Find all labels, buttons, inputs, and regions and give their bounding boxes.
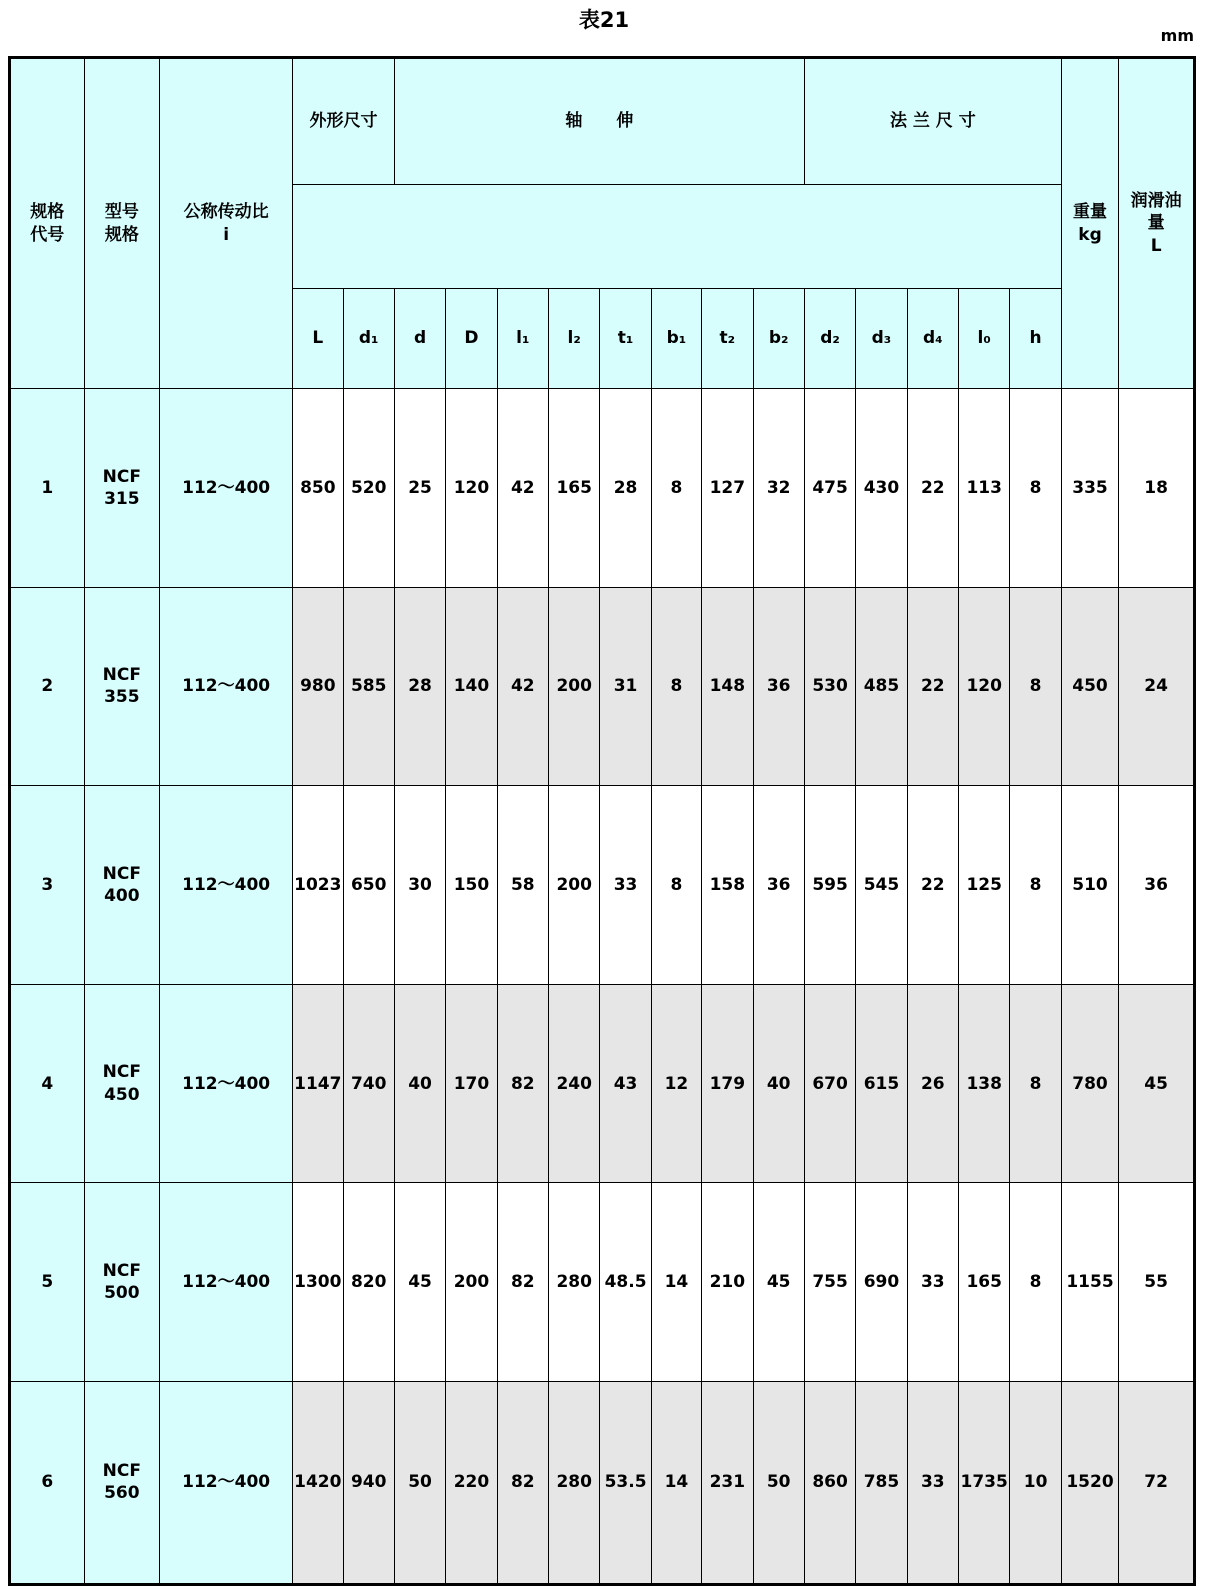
cell-l2: 280 (549, 1381, 600, 1584)
cell-weight: 1155 (1061, 1183, 1118, 1382)
cell-code: 2 (10, 587, 85, 786)
table-title: 表21 (578, 8, 630, 32)
subheader-d2: d₂ (804, 289, 855, 389)
cell-h: 8 (1010, 587, 1061, 786)
header-oil-line2: 量 (1147, 213, 1165, 234)
cell-d4: 22 (907, 587, 958, 786)
cell-b2: 32 (753, 389, 804, 588)
cell-model-line1: NCF (102, 1461, 141, 1482)
cell-t1: 48.5 (600, 1183, 651, 1382)
cell-D: 150 (446, 786, 497, 985)
cell-model-line2: 450 (104, 1084, 140, 1105)
cell-d4: 26 (907, 984, 958, 1183)
cell-L: 1023 (293, 786, 343, 985)
cell-t2: 148 (702, 587, 753, 786)
cell-weight: 450 (1061, 587, 1118, 786)
cell-oil: 72 (1119, 1381, 1195, 1584)
cell-L: 850 (293, 389, 343, 588)
cell-model-line2: 315 (104, 488, 140, 509)
cell-model-line1: NCF (102, 1062, 141, 1083)
cell-D: 120 (446, 389, 497, 588)
cell-weight: 1520 (1061, 1381, 1118, 1584)
cell-b2: 36 (753, 786, 804, 985)
cell-d2: 860 (804, 1381, 855, 1584)
header-ratio-line2: i (223, 224, 230, 245)
cell-l0: 120 (959, 587, 1010, 786)
cell-model (84, 1381, 160, 1584)
cell-weight: 510 (1061, 786, 1118, 985)
subheader-l0: l₀ (959, 289, 1010, 389)
cell-model (84, 1183, 160, 1382)
cell-b2: 40 (753, 984, 804, 1183)
cell-ratio: 112～400 (160, 587, 293, 786)
cell-t1: 31 (600, 587, 651, 786)
cell-ratio: 112～400 (160, 389, 293, 588)
cell-d4: 33 (907, 1183, 958, 1382)
header-spec-code (10, 58, 85, 389)
subheader-b1: b₁ (651, 289, 701, 389)
cell-oil: 45 (1119, 984, 1195, 1183)
cell-h: 8 (1010, 389, 1061, 588)
table-row (10, 1381, 1195, 1584)
header-oil-line3: L (1150, 235, 1162, 256)
cell-l0: 113 (959, 389, 1010, 588)
subheader-b2: b₂ (753, 289, 804, 389)
header-model-line1: 型号 (104, 202, 139, 223)
cell-t1: 28 (600, 389, 651, 588)
cell-t2: 231 (702, 1381, 753, 1584)
cell-oil: 55 (1119, 1183, 1195, 1382)
cell-D: 170 (446, 984, 497, 1183)
cell-b1: 8 (651, 587, 701, 786)
cell-model-line1: NCF (102, 466, 141, 487)
cell-ratio: 112～400 (160, 786, 293, 985)
cell-oil: 18 (1119, 389, 1195, 588)
cell-code: 6 (10, 1381, 85, 1584)
cell-l1: 82 (497, 1183, 548, 1382)
header-weight-line2: kg (1078, 224, 1102, 245)
cell-l2: 280 (549, 1183, 600, 1382)
cell-L: 1300 (293, 1183, 343, 1382)
table-row (10, 587, 1195, 786)
cell-d: 28 (394, 587, 445, 786)
cell-weight: 780 (1061, 984, 1118, 1183)
cell-model-line1: NCF (102, 863, 141, 884)
cell-d: 30 (394, 786, 445, 985)
cell-d: 40 (394, 984, 445, 1183)
cell-b2: 36 (753, 587, 804, 786)
cell-l2: 165 (549, 389, 600, 588)
cell-d3: 485 (856, 587, 907, 786)
cell-l1: 82 (497, 984, 548, 1183)
cell-code: 3 (10, 786, 85, 985)
cell-d1: 820 (343, 1183, 394, 1382)
subheader-l2: l₂ (549, 289, 600, 389)
cell-l0: 1735 (959, 1381, 1010, 1584)
cell-b1: 14 (651, 1381, 701, 1584)
cell-d1: 585 (343, 587, 394, 786)
unit-label: mm (1160, 26, 1194, 45)
cell-d2: 595 (804, 786, 855, 985)
header-spec-code-line1: 规格 (30, 202, 65, 223)
header-weight-line1: 重量 (1073, 202, 1107, 223)
cell-model (84, 984, 160, 1183)
cell-l2: 240 (549, 984, 600, 1183)
cell-L: 1420 (293, 1381, 343, 1584)
subheader-d4: d₄ (907, 289, 958, 389)
cell-t1: 33 (600, 786, 651, 985)
cell-t2: 127 (702, 389, 753, 588)
cell-t1: 43 (600, 984, 651, 1183)
cell-l2: 200 (549, 786, 600, 985)
cell-t2: 158 (702, 786, 753, 985)
header-outline: 外形尺寸 (293, 58, 395, 185)
cell-h: 8 (1010, 786, 1061, 985)
cell-d3: 430 (856, 389, 907, 588)
cell-d: 45 (394, 1183, 445, 1382)
cell-L: 1147 (293, 984, 343, 1183)
cell-h: 8 (1010, 1183, 1061, 1382)
cell-b1: 12 (651, 984, 701, 1183)
header-oil-line1: 润滑油 (1130, 191, 1182, 212)
header-spec-code-line2: 代号 (30, 224, 65, 245)
cell-D: 200 (446, 1183, 497, 1382)
cell-d4: 22 (907, 786, 958, 985)
cell-l1: 58 (497, 786, 548, 985)
table-row (10, 984, 1195, 1183)
cell-model-line2: 500 (104, 1283, 140, 1304)
cell-model-line2: 355 (104, 687, 140, 708)
table-row (10, 1183, 1195, 1382)
header-model-line2: 规格 (104, 224, 139, 245)
cell-t2: 210 (702, 1183, 753, 1382)
subheader-D: D (446, 289, 497, 389)
table-row (10, 389, 1195, 588)
subheader-L: L (293, 289, 343, 389)
cell-l0: 165 (959, 1183, 1010, 1382)
header-shaft: 轴 伸 (394, 58, 804, 185)
cell-l1: 42 (497, 587, 548, 786)
cell-model (84, 786, 160, 985)
cell-l1: 82 (497, 1381, 548, 1584)
header-model (84, 58, 160, 389)
header-ratio-line1: 公称传动比 (183, 202, 269, 223)
cell-d3: 545 (856, 786, 907, 985)
cell-oil: 24 (1119, 587, 1195, 786)
cell-d4: 22 (907, 389, 958, 588)
subheader-d1: d₁ (343, 289, 394, 389)
cell-b2: 45 (753, 1183, 804, 1382)
cell-t1: 53.5 (600, 1381, 651, 1584)
cell-L: 980 (293, 587, 343, 786)
header-ratio (160, 58, 293, 389)
cell-l1: 42 (497, 389, 548, 588)
cell-b1: 8 (651, 786, 701, 985)
cell-code: 1 (10, 389, 85, 588)
subheader-d: d (394, 289, 445, 389)
header-flange: 法 兰 尺 寸 (804, 58, 1061, 185)
cell-h: 10 (1010, 1381, 1061, 1584)
cell-l0: 138 (959, 984, 1010, 1183)
subheader-l1: l₁ (497, 289, 548, 389)
cell-model-line2: 400 (104, 885, 140, 906)
cell-d3: 690 (856, 1183, 907, 1382)
cell-d: 50 (394, 1381, 445, 1584)
subheader-t1: t₁ (600, 289, 651, 389)
cell-D: 140 (446, 587, 497, 786)
cell-d2: 530 (804, 587, 855, 786)
cell-d1: 650 (343, 786, 394, 985)
cell-ratio: 112～400 (160, 1381, 293, 1584)
header-weight (1061, 58, 1118, 389)
cell-D: 220 (446, 1381, 497, 1584)
cell-d2: 755 (804, 1183, 855, 1382)
cell-d1: 520 (343, 389, 394, 588)
cell-code: 4 (10, 984, 85, 1183)
cell-model (84, 389, 160, 588)
cell-d2: 475 (804, 389, 855, 588)
cell-d1: 940 (343, 1381, 394, 1584)
cell-h: 8 (1010, 984, 1061, 1183)
cell-b1: 8 (651, 389, 701, 588)
table-row (10, 786, 1195, 985)
spec-table (8, 56, 1196, 1586)
cell-d2: 670 (804, 984, 855, 1183)
header-oil (1119, 58, 1195, 389)
cell-model (84, 587, 160, 786)
header-blank-band (293, 185, 1062, 289)
cell-d1: 740 (343, 984, 394, 1183)
cell-d4: 33 (907, 1381, 958, 1584)
cell-b2: 50 (753, 1381, 804, 1584)
cell-l0: 125 (959, 786, 1010, 985)
cell-oil: 36 (1119, 786, 1195, 985)
cell-d: 25 (394, 389, 445, 588)
cell-t2: 179 (702, 984, 753, 1183)
subheader-h: h (1010, 289, 1061, 389)
cell-d3: 785 (856, 1381, 907, 1584)
subheader-d3: d₃ (856, 289, 907, 389)
cell-model-line1: NCF (102, 665, 141, 686)
cell-ratio: 112～400 (160, 984, 293, 1183)
cell-l2: 200 (549, 587, 600, 786)
cell-d3: 615 (856, 984, 907, 1183)
cell-code: 5 (10, 1183, 85, 1382)
subheader-t2: t₂ (702, 289, 753, 389)
cell-ratio: 112～400 (160, 1183, 293, 1382)
cell-model-line2: 560 (104, 1483, 140, 1504)
cell-b1: 14 (651, 1183, 701, 1382)
cell-model-line1: NCF (102, 1261, 141, 1282)
cell-weight: 335 (1061, 389, 1118, 588)
